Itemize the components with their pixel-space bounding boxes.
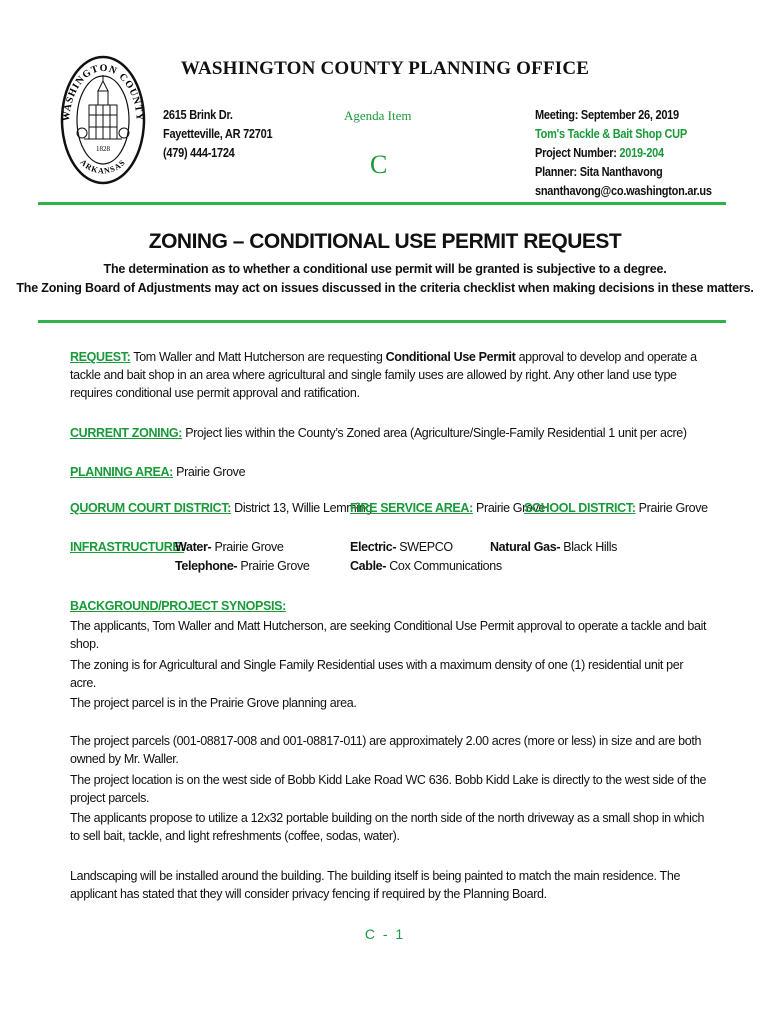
agenda-item-label: Agenda Item xyxy=(344,108,412,123)
header-rule xyxy=(38,202,726,205)
request-paragraph: REQUEST: Tom Waller and Matt Hutcherson are requesting Conditional Use Permit approval to develop and operate a tackle and bait shop in an area where agricultural and single family uses are allowed by right. Any other land use type requires conditional use permit approval and ratification. xyxy=(70,350,697,400)
section-rule xyxy=(38,320,726,323)
planner-email: snanthavong@co.washington.ar.us xyxy=(535,184,712,198)
project-number-value: 2019-204 xyxy=(619,146,664,160)
background-paragraph-3: The project parcel is in the Prairie Grove planning area. xyxy=(70,696,357,710)
current-zoning: CURRENT ZONING: Project lies within the County’s Zoned area (Agriculture/Single-Family Residential 1 unit per acre) xyxy=(70,426,687,440)
address-city: Fayetteville, AR 72701 xyxy=(163,127,273,141)
address-phone: (479) 444-1724 xyxy=(163,146,235,160)
page-title: ZONING – CONDITIONAL USE PERMIT REQUEST xyxy=(148,230,622,253)
background-paragraph-2: The zoning is for Agricultural and Single Family Residential uses with a maximum density of one (1) residential unit per acre. xyxy=(70,658,684,690)
seal-year: 1828 xyxy=(96,145,110,153)
background-paragraph-5: The project location is on the west side of Bobb Kidd Lake Road WC 636. Bobb Kidd Lake is directly to the west side of the project parcels. xyxy=(70,773,707,805)
infra-natural-gas: Natural Gas- Black Hills xyxy=(490,540,618,554)
background-paragraph-1: The applicants, Tom Waller and Matt Hutcherson, are seeking Conditional Use Permit approval to operate a tackle and bait shop. xyxy=(70,619,707,651)
infra-cable: Cable- Cox Communications xyxy=(350,559,502,573)
office-title: WASHINGTON COUNTY PLANNING OFFICE xyxy=(180,58,590,79)
agenda-item-letter: C xyxy=(370,150,388,179)
infra-telephone: Telephone- Prairie Grove xyxy=(175,559,310,573)
infrastructure-label: INFRASTRUCTURE: xyxy=(70,540,185,554)
request-bold-term: Conditional Use Permit xyxy=(385,350,516,364)
project-name: Tom's Tackle & Bait Shop CUP xyxy=(535,127,687,141)
meeting-date: Meeting: September 26, 2019 xyxy=(535,108,679,122)
intro-line-1: The determination as to whether a conditional use permit will be granted is subjective to a degree. xyxy=(103,262,667,276)
planning-area: PLANNING AREA: Prairie Grove xyxy=(70,465,246,479)
fire-service-area: FIRE SERVICE AREA: Prairie Grove xyxy=(350,501,546,515)
intro-line-2: The Zoning Board of Adjustments may act on issues discussed in the criteria checklist when making decisions in these matters. xyxy=(16,281,754,295)
infra-electric: Electric- SWEPCO xyxy=(350,540,453,554)
address-street: 2615 Brink Dr. xyxy=(163,108,233,122)
page-number: C - 1 xyxy=(364,926,406,942)
quorum-court-district: QUORUM COURT DISTRICT: District 13, Willie Lemming xyxy=(70,501,372,515)
seal-ring-text: WASHINGTON COUNTY xyxy=(60,62,145,122)
infra-water: Water- Prairie Grove xyxy=(175,540,284,554)
planning-area-label: PLANNING AREA: xyxy=(70,465,173,479)
school-district: SCHOOL DISTRICT: Prairie Grove xyxy=(524,501,708,515)
planner-name: Planner: Sita Nanthavong xyxy=(535,165,663,179)
current-zoning-label: CURRENT ZONING: xyxy=(70,426,183,440)
project-number: Project Number: 2019-204 xyxy=(535,146,664,160)
background-paragraph-4: The project parcels (001-08817-008 and 001-08817-011) are approximately 2.00 acres (more or less) in size and are both owned by Mr. Waller. xyxy=(70,734,702,766)
background-paragraph-7: Landscaping will be installed around the building. The building itself is being painted to match the main residence. The applicant has stated that they will consider privacy fencing if required by the Planning Board. xyxy=(70,869,681,901)
request-label: REQUEST: xyxy=(70,350,131,364)
background-label: BACKGROUND/PROJECT SYNOPSIS: xyxy=(70,599,286,613)
seal-bottom-text: ARKANSAS xyxy=(78,157,128,176)
background-paragraph-6: The applicants propose to utilize a 12x32 portable building on the north side of the north driveway as a small shop in which to sell bait, tackle, and light refreshments (coffee, sodas, water). xyxy=(70,811,705,843)
